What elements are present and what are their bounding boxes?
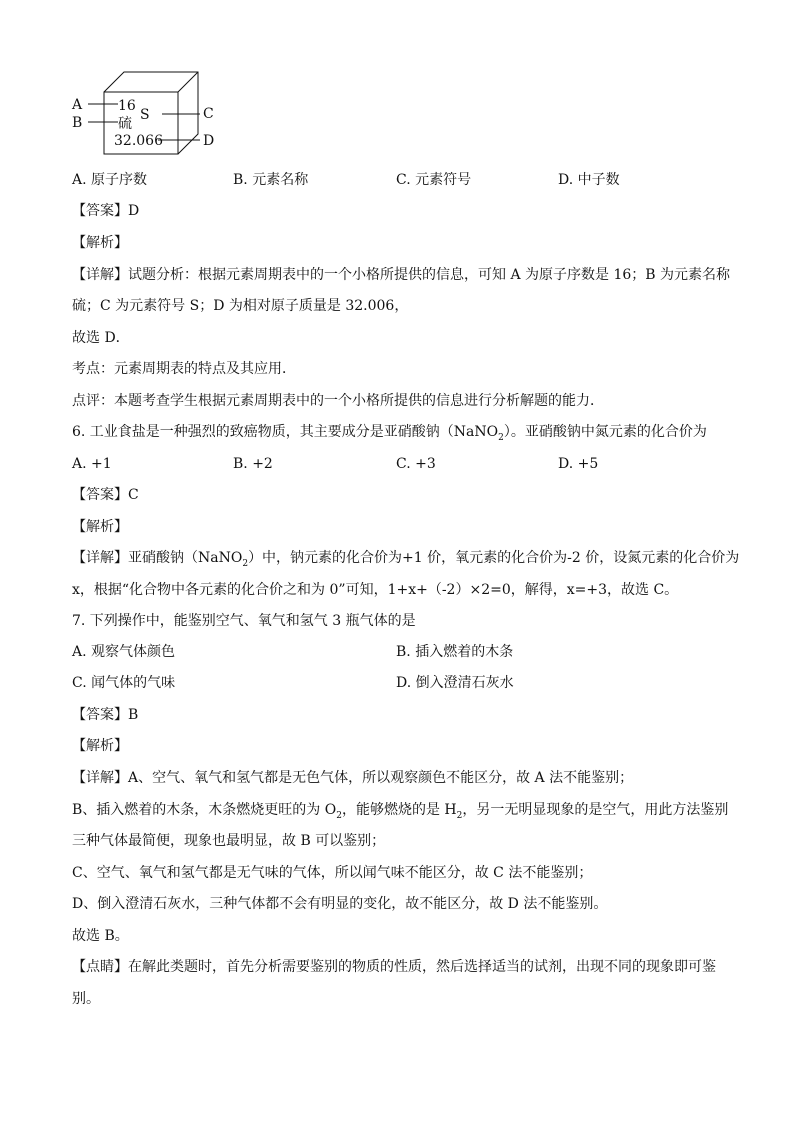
q7-option-b: B. 插入燃着的木条 [396, 644, 514, 660]
element-cell-figure [66, 68, 236, 160]
q5-conclusion: 故选 D． [72, 330, 130, 346]
q7-detail-d: D、倒入澄清石灰水，三种气体都不会有明显的变化，故不能区分，故 D 法不能鉴别。 [72, 896, 608, 912]
q5-detail-line-1: 【详解】试题分析：根据元素周期表中的一个小格所提供的信息，可知 A 为原子序数是 16；B 为元素名称 [72, 267, 731, 283]
q5-option-a: A. 原子序数 [72, 172, 148, 188]
q6-analysis-heading: 【解析】 [72, 519, 128, 535]
q7-detail-c: C、空气、氧气和氢气都是无气味的气体，所以闻气味不能区分，故 C 法不能鉴别； [72, 865, 593, 881]
q7-stem: 7. 下列操作中，能鉴别空气、氧气和氢气 3 瓶气体的是 [72, 613, 416, 629]
q5-option-b: B. 元素名称 [233, 172, 309, 188]
q5-dianping: 点评：本题考查学生根据元素周期表中的一个小格所提供的信息进行分析解题的能力． [72, 393, 604, 409]
q6-option-a: A. +1 [72, 456, 112, 472]
atomic-number: 16 [118, 98, 136, 114]
q7-detail-b-line-2: 三种气体最简便，现象也最明显，故 B 可以鉴别； [72, 833, 386, 849]
q7-tip-line-2: 别。 [72, 991, 100, 1007]
q5-detail-line-2: 硫；C 为元素符号 S；D 为相对原子质量是 32.006， [72, 298, 409, 314]
q7-option-c: C. 闻气体的气味 [72, 675, 176, 691]
element-symbol: S [140, 107, 150, 123]
element-name: 硫 [118, 116, 132, 132]
label-c: C [203, 106, 214, 122]
q6-option-b: B. +2 [233, 456, 273, 472]
q6-stem: 6. 工业食盐是一种强烈的致癌物质，其主要成分是亚硝酸钠（NaNO$_2$）。亚硝酸钠中氮元素的化合价为 [72, 424, 707, 443]
q7-option-d: D. 倒入澄清石灰水 [396, 675, 514, 691]
q7-detail-a: 【详解】A、空气、氧气和氢气都是无色气体，所以观察颜色不能区分，故 A 法不能鉴别； [72, 770, 634, 786]
q5-kaodian: 考点：元素周期表的特点及其应用． [72, 361, 296, 377]
q7-answer: 【答案】B [72, 707, 139, 723]
q6-answer: 【答案】C [72, 487, 139, 503]
q5-option-d: D. 中子数 [558, 172, 620, 188]
label-b: B [72, 115, 83, 131]
q5-answer: 【答案】D [72, 203, 140, 219]
q7-analysis-heading: 【解析】 [72, 738, 128, 754]
q7-tip-line-1: 【点睛】在解此类题时，首先分析需要鉴别的物质的性质，然后选择适当的试剂，出现不同的现象即可鉴 [72, 959, 716, 975]
q6-option-c: C. +3 [396, 456, 436, 472]
q5-analysis-heading: 【解析】 [72, 235, 128, 251]
q7-conclusion: 故选 B。 [72, 928, 129, 944]
q7-detail-b-line-1: B、插入燃着的木条，木条燃烧更旺的为 $O_2$，能够燃烧的是 $H_2$，另一无明显现象的是空气，用此方法鉴别 [72, 802, 729, 821]
q6-option-d: D. +5 [558, 456, 599, 472]
q6-detail-line-2: x，根据“化合物中各元素的化合价之和为 0”可知，1+x+（-2）×2=0，解得，x=+3，故选 C。 [72, 582, 679, 598]
q6-detail-line-1: 【详解】亚硝酸钠（NaNO$_2$）中，钠元素的化合价为+1 价，氧元素的化合价为-2 价，设氮元素的化合价为 [72, 550, 740, 569]
atomic-mass: 32.066 [114, 133, 163, 149]
label-a: A [72, 97, 83, 113]
label-d: D [203, 133, 215, 149]
q5-option-c: C. 元素符号 [396, 172, 472, 188]
q7-option-a: A. 观察气体颜色 [72, 644, 176, 660]
